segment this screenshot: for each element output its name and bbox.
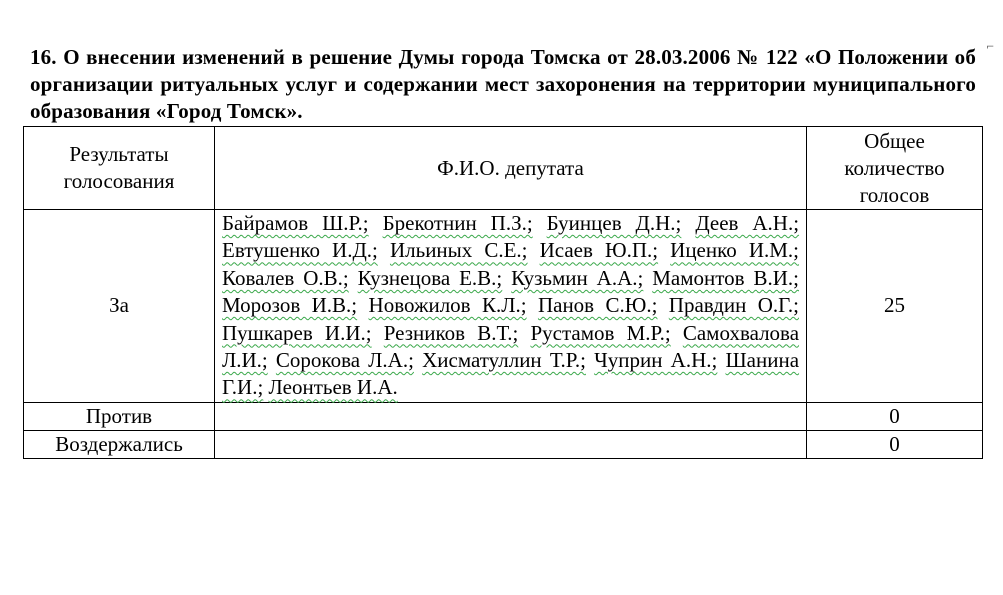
deputy-list <box>215 210 807 403</box>
deputy-name: Ильиных С.Е.; <box>389 238 528 263</box>
table-row-abstained <box>24 430 983 458</box>
deputy-name: Кузнецова Е.В.; <box>357 265 503 290</box>
deputy-name: Сорокова Л.А.; <box>275 348 414 373</box>
header-deputy-name: Ф.И.О. депутата <box>215 127 807 210</box>
deputy-name: Деев А.Н.; <box>695 211 800 235</box>
paragraph-mark-icon: ⌐ <box>986 42 995 53</box>
deputy-name: Леонтьев И.А. <box>268 375 398 400</box>
deputy-name: Чуприн А.Н.; <box>594 348 718 373</box>
header-voting-results: Результаты голосования <box>24 127 215 210</box>
deputy-name: Исаев Ю.П.; <box>539 238 659 263</box>
deputy-name: Резников В.Т.; <box>383 320 519 345</box>
deputy-name: Рустамов М.Р.; <box>530 320 671 345</box>
deputy-name: Кузьмин А.А.; <box>511 265 644 290</box>
deputy-name: Хисматуллин Т.Р.; <box>422 348 586 373</box>
table-row-against <box>24 402 983 430</box>
deputy-name: Панов С.Ю.; <box>537 293 658 318</box>
deputy-name: Шанина Г.И.; <box>222 348 800 400</box>
deputy-name: Пушкарев И.И.; <box>222 320 372 345</box>
table-row-for <box>24 210 983 403</box>
deputy-name: Иценко И.М.; <box>670 238 800 263</box>
deputy-name: Брекотнин П.З.; <box>382 211 533 235</box>
deputy-name: Морозов И.В.; <box>222 293 358 318</box>
header-total-votes: Общее количество голосов <box>807 127 983 210</box>
item-heading: 16. О внесении изменений в решение Думы города Томска от 28.03.2006 № 122 «О Положении об организации ритуальных услуг и содержании мест захоронения на территории муниципального образования «Город Томск». <box>30 45 976 123</box>
result-for: За <box>24 210 215 403</box>
deputy-name: Байрамов Ш.Р.; <box>222 211 369 235</box>
deputy-name: Самохвалова Л.И.; <box>222 320 800 373</box>
deputy-name: Евтушенко И.Д.; <box>222 238 378 263</box>
result-abstained: Воздержались <box>24 430 215 458</box>
count-for: 25 <box>807 210 983 403</box>
table-header-row <box>24 127 983 210</box>
voting-table <box>23 126 983 459</box>
deputy-name: Мамонтов В.И.; <box>652 265 800 290</box>
deputy-list-abstained <box>215 430 807 458</box>
count-abstained: 0 <box>807 430 983 458</box>
deputy-name: Новожилов К.Л.; <box>368 293 527 318</box>
deputy-name: Буинцев Д.Н.; <box>546 211 682 235</box>
result-against: Против <box>24 402 215 430</box>
deputy-name: Ковалев О.В.; <box>222 265 349 290</box>
count-against: 0 <box>807 402 983 430</box>
deputy-name: Правдин О.Г.; <box>668 293 799 318</box>
deputy-list-against <box>215 402 807 430</box>
